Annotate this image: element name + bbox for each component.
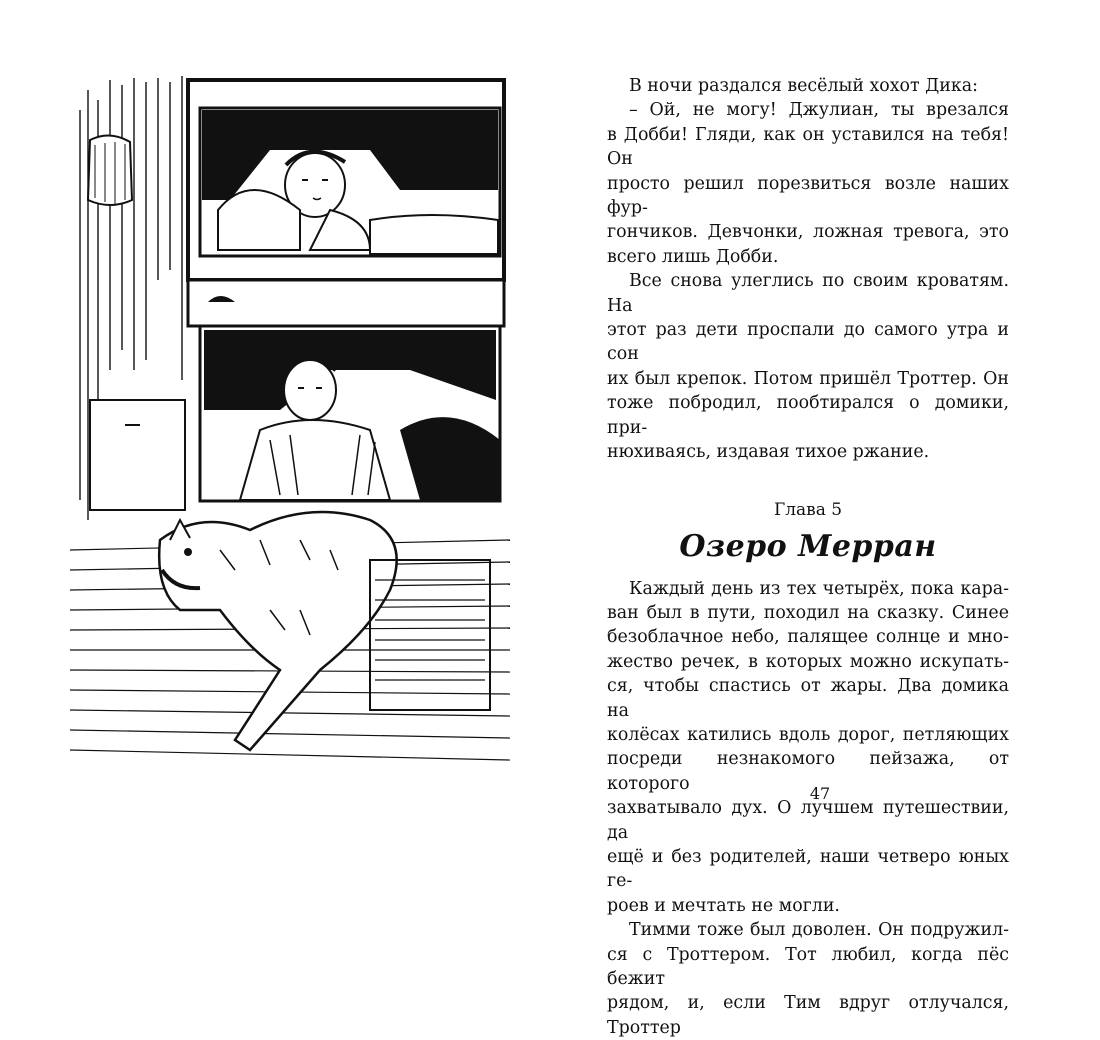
text-line: захватывало дух. О лучшем путешествии, да [607,798,1009,843]
text-line: жество речек, в которых можно искупать- [607,651,1009,672]
text-line: нюхиваясь, издавая тихое ржание. [607,442,930,463]
paragraph [607,918,1009,1040]
paragraph [607,74,1009,98]
text-line: в Добби! Гляди, как он уставился на тебя! Он [607,124,1009,170]
text-line: Тимми тоже был доволен. Он подружил- [629,920,1009,941]
text-line: Все снова улеглись по своим кроватям. На [607,271,1009,316]
text-line: этот раз дети проспали до самого утра и сон [607,320,1009,365]
text-line: тоже побродил, пообтирался о домики, при- [607,393,1009,438]
text-line: рядом, и, если Тим вдруг отлучался, Троттер [607,993,1009,1038]
text-line: роев и мечтать не могли. [607,895,840,916]
text-line: просто решил порезвиться возле наших фур- [607,173,1009,219]
caravan-bunks-dog-illustration [70,70,510,770]
chapter-title: Озеро Мерран [679,528,937,564]
text-line: безоблачное небо, палящее солнце и мно- [607,627,1009,648]
chapter-label: Глава 5 [773,499,843,520]
text-line: Каждый день из тех четырёх, пока кара- [629,578,1009,599]
paragraph [607,98,1009,269]
text-line: посреди незнакомого пейзажа, от которого [607,749,1009,794]
pen-ink-drawing [70,70,510,770]
text-line: В ночи раздался весёлый хохот Дика: [629,76,978,96]
text-line: ещё и без родителей, наши четверо юных ге- [607,846,1009,892]
text-line: ван был в пути, походил на сказку. Синее [607,602,1009,623]
text-column [607,74,1009,1040]
text-line: – Ой, не могу! Джулиан, ты врезался [629,100,1009,121]
text-line: гончиков. Девчонки, ложная тревога, это [607,222,1009,243]
paragraph [607,269,1009,464]
paragraph [607,577,1009,919]
text-line: колёсах катились вдоль дорог, петляющих [607,724,1009,745]
text-line: их был крепок. Потом пришёл Троттер. Он [607,368,1009,389]
text-line: ся, чтобы спастись от жары. Два домика на [607,676,1009,721]
text-line: ся с Троттером. Тот любил, когда пёс бежит [607,944,1009,989]
page-number: 47 [809,784,831,803]
text-line: всего лишь Добби. [607,246,779,267]
